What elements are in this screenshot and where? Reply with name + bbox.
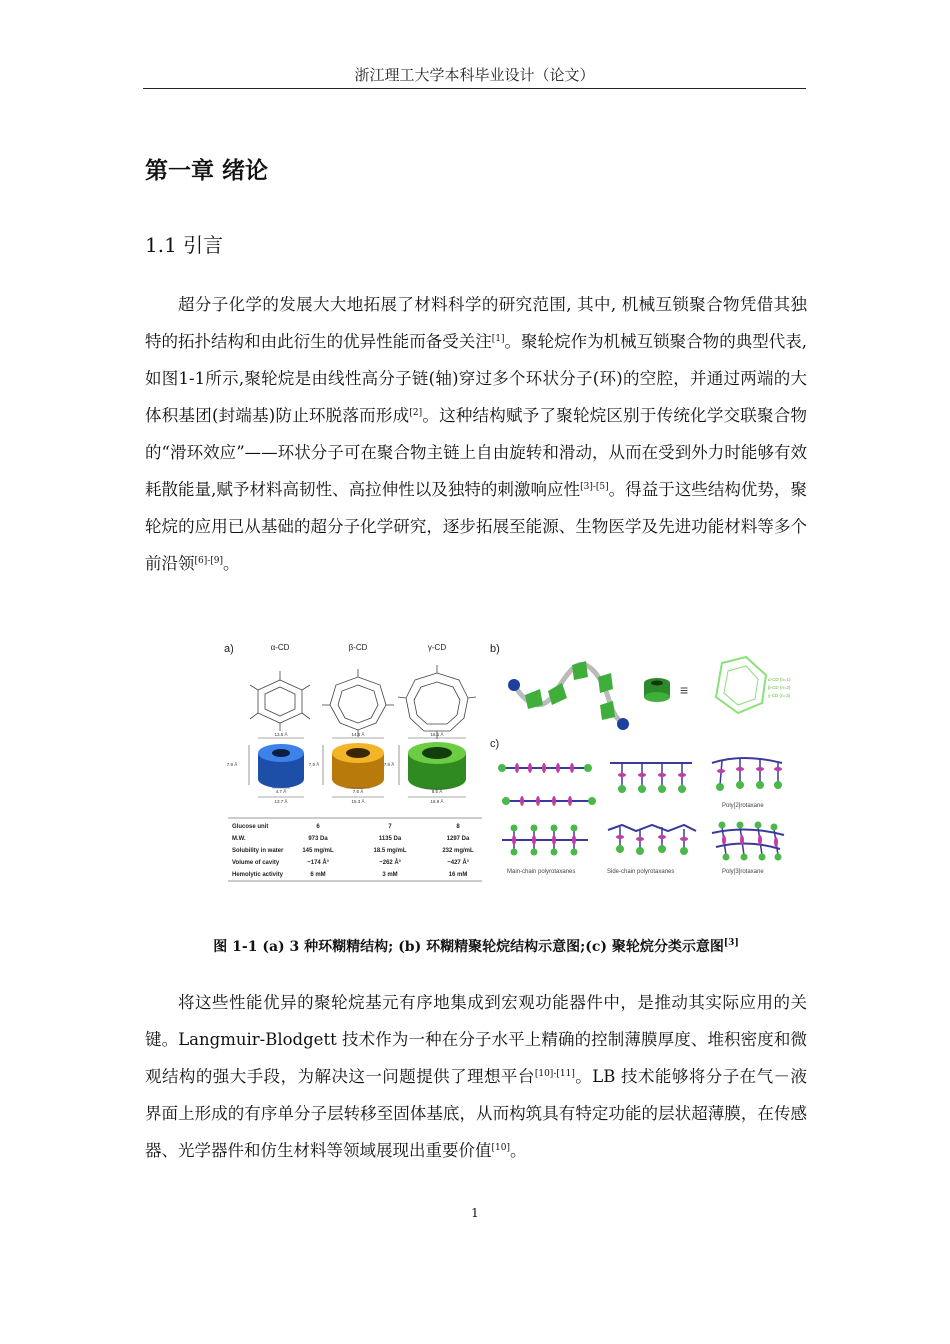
- panel-label-c: c): [490, 738, 500, 750]
- table-row-label: Hemolytic activity: [232, 872, 284, 878]
- table-cell: 7: [388, 824, 392, 830]
- citation: [1]: [491, 334, 505, 344]
- label-poly3rotaxane: Poly[3]rotaxane: [722, 869, 764, 875]
- legend-alpha-cd: α-CD (n=1): [768, 677, 791, 682]
- height-dim-beta: 7.9 Å: [308, 762, 320, 767]
- outer-dim-beta: 15.3 Å: [351, 799, 365, 804]
- inner-dim-gamma: 8.5 Å: [431, 789, 443, 794]
- beta-cd-ring: [332, 743, 384, 789]
- citation: [2]: [409, 408, 423, 418]
- svg-text:≡: ≡: [680, 682, 689, 698]
- label-poly2rotaxane: Poly[2]rotaxane: [722, 803, 764, 809]
- cd-name-gamma: γ-CD: [427, 643, 447, 652]
- legend-beta-cd: β-CD (n=2): [768, 685, 791, 690]
- citation: [6]-[9]: [194, 556, 224, 566]
- inner-dim-alpha: 4.7 Å: [275, 789, 287, 794]
- side-chain-polyrotaxane-2: [608, 825, 696, 855]
- citation: [10]-[11]: [534, 1069, 575, 1079]
- table-cell: 1135 Da: [378, 836, 402, 842]
- intro-paragraph-2: [145, 984, 807, 1169]
- table-cell: 6 mM: [310, 872, 326, 878]
- running-header: 浙江理工大学本科毕业设计（论文）: [143, 64, 806, 89]
- table-row-label: Volume of cavity: [232, 860, 280, 866]
- table-cell: 145 mg/mL: [302, 848, 334, 854]
- table-cell: 3 mM: [382, 872, 398, 878]
- outer-dim-gamma: 16.9 Å: [430, 799, 444, 804]
- poly-3-rotaxane: [712, 822, 784, 861]
- table-cell: 8: [456, 824, 460, 830]
- main-chain-polyrotaxane-3: [502, 825, 588, 856]
- top-dim-gamma: 16.1 Å: [430, 732, 444, 737]
- outer-dim-alpha: 13.7 Å: [274, 799, 288, 804]
- figure-1-1: [222, 635, 814, 887]
- cd-name-alpha: α-CD: [270, 643, 290, 652]
- cd-name-beta: β-CD: [348, 643, 368, 652]
- alpha-cd-ring: [258, 744, 304, 788]
- table-cell: ~262 Å³: [379, 860, 401, 866]
- inner-dim-beta: 7.5 Å: [352, 789, 364, 794]
- intro-paragraph-1: [145, 286, 807, 582]
- cd-properties-table: [232, 824, 474, 878]
- rotaxane-schematic: [508, 657, 766, 730]
- panel-label-b: b): [490, 643, 500, 655]
- table-cell: ~427 Å³: [447, 860, 469, 866]
- table-cell: 1297 Da: [446, 836, 470, 842]
- main-chain-polyrotaxane-1: [498, 763, 592, 773]
- caption-text: 图 1-1 (a) 3 种环糊精结构; (b) 环糊精聚轮烷结构示意图;(c) 聚轮烷分类示意图: [213, 939, 724, 955]
- figure-caption: [145, 936, 807, 956]
- table-cell: 232 mg/mL: [442, 848, 474, 854]
- side-chain-polyrotaxane-1: [610, 763, 692, 793]
- paragraph-text: 将这些性能优异的聚轮烷基元有序地集成到宏观功能器件中，是推动其实际应用的关键。Langmuir-Blodgett 技术作为一种在分子水平上精确的控制薄膜厚度、堆积密度和微观结构的强大手段，为解决这一问题提供了理想平台: [145, 993, 807, 1086]
- main-chain-polyrotaxane-2: [502, 796, 596, 806]
- poly-2-rotaxane: [712, 758, 782, 791]
- paragraph-text: 。这种结构赋予了聚轮烷区别于传统化学交联聚合物的“滑环效应”——环状分子可在聚合物主链上自由旋转和滑动，从而在受到外力时能够有效耗散能量,赋予材料高韧性、高拉伸性以及独特的刺激响应性: [145, 406, 807, 499]
- paragraph-text: 超分子化学的发展大大地拓展了材料科学的研究范围, 其中, 机械互锁聚合物凭借其独特的拓扑结构和由此衍生的优异性能而备受关注: [145, 295, 807, 351]
- top-dim-beta: 14.6 Å: [351, 732, 365, 737]
- gamma-cd-ring: [408, 742, 466, 790]
- label-side-chain: Side-chain polyrotaxanes: [607, 869, 675, 875]
- table-cell: 6: [316, 824, 320, 830]
- page-number: 1: [471, 1206, 479, 1220]
- beta-cd-structure: [322, 669, 394, 737]
- paragraph-text: 。得益于这些结构优势，聚轮烷的应用已从基础的超分子化学研究，逐步拓展至能源、生物医学及先进功能材料等多个前沿领: [145, 480, 807, 573]
- citation: [3]-[5]: [580, 482, 609, 492]
- citation: [3]: [723, 938, 739, 948]
- gamma-cd-structure: [398, 665, 476, 739]
- table-row-label: Glucose unit: [232, 824, 269, 830]
- table-cell: 16 mM: [448, 872, 468, 878]
- height-dim-alpha: 7.9 Å: [226, 762, 238, 767]
- top-dim-alpha: 13.5 Å: [274, 732, 288, 737]
- paragraph-text: 。: [223, 554, 240, 573]
- section-title: 1.1 引言: [145, 233, 224, 257]
- legend-gamma-cd: γ-CD (n=3): [768, 693, 791, 698]
- table-cell: 973 Da: [308, 836, 328, 842]
- alpha-cd-structure: [250, 671, 310, 731]
- citation: [10]: [491, 1143, 510, 1153]
- table-row-label: M.W.: [232, 836, 246, 842]
- table-cell: 18.5 mg/mL: [373, 848, 407, 854]
- paragraph-text: 。LB 技术能够将分子在气－液界面上形成的有序单分子层转移至固体基底，从而构筑具有特定功能的层状超薄膜，在传感器、光学器件和仿生材料等领域展现出重要价值: [145, 1067, 808, 1160]
- height-dim-gamma: 7.9 Å: [383, 762, 395, 767]
- chapter-title: 第一章 绪论: [145, 157, 269, 184]
- label-main-chain: Main-chain polyrotaxanes: [507, 869, 576, 875]
- table-row-label: Solubility in water: [232, 848, 284, 854]
- paragraph-text: 。: [509, 1141, 527, 1160]
- paragraph-text: 。聚轮烷作为机械互锁聚合物的典型代表, 如图1-1所示,聚轮烷是由线性高分子链(轴)穿过多个环状分子(环)的空腔，并通过两端的大体积基团(封端基)防止环脱落而形成: [145, 332, 807, 425]
- table-cell: ~174 Å³: [307, 860, 329, 866]
- panel-label-a: a): [224, 643, 234, 655]
